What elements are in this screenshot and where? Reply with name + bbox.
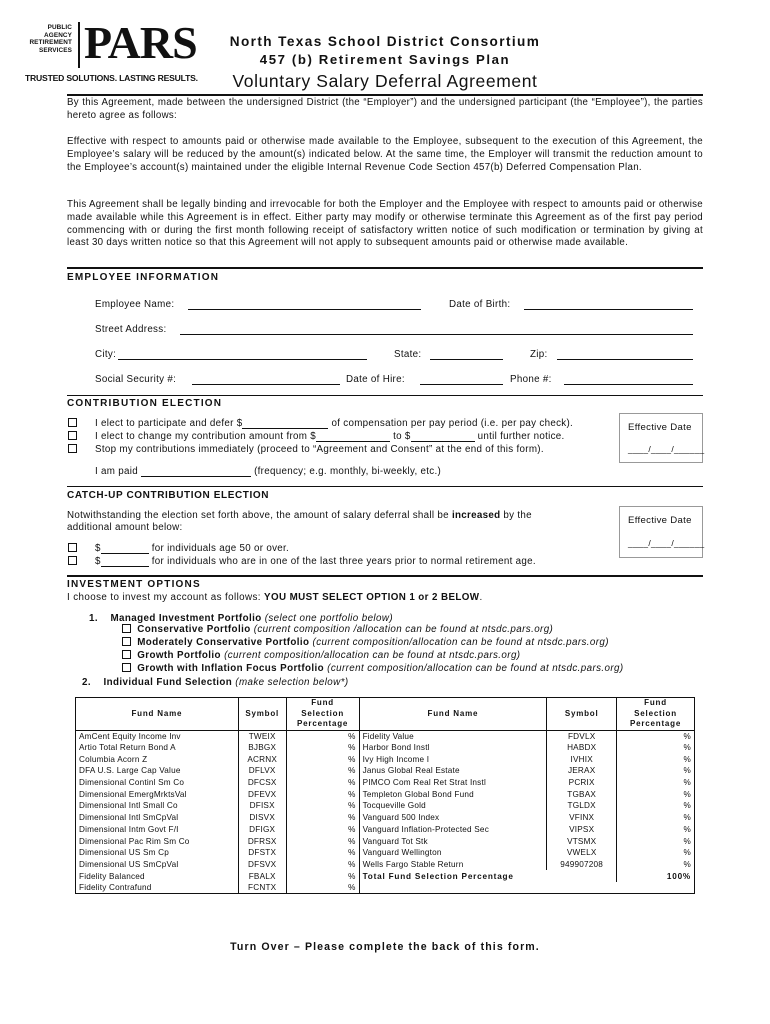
dob-field[interactable] — [524, 299, 693, 310]
total-percentage-label: Total Fund Selection Percentage — [359, 870, 617, 882]
turn-over-note: Turn Over – Please complete the back of this form. — [230, 941, 540, 953]
fund-percentage-cell[interactable]: % — [617, 824, 695, 836]
fund-percentage-cell[interactable]: % — [286, 742, 359, 754]
fund-percentage-cell[interactable]: % — [286, 824, 359, 836]
table-header — [76, 698, 695, 731]
fund-symbol-cell: VIPSX — [547, 824, 617, 836]
fund-percentage-cell[interactable]: % — [286, 777, 359, 789]
fund-percentage-cell[interactable]: % — [617, 847, 695, 859]
intro-paragraph-1: By this Agreement, made between the undersigned District (the “Employer”) and the undersigned participant (the “Employee”), the parties hereto agree as follows: — [67, 97, 703, 121]
fund-symbol-cell: VWELX — [547, 847, 617, 859]
fund-name-cell: Templeton Global Bond Fund — [359, 788, 547, 800]
fund-symbol-cell: DFIGX — [238, 824, 286, 836]
catchup-age50-checkbox[interactable] — [68, 543, 77, 552]
zip-field[interactable] — [557, 349, 693, 360]
fund-percentage-cell[interactable]: % — [286, 730, 359, 742]
table-row — [76, 777, 695, 789]
portfolio-growth-inflation-checkbox[interactable] — [122, 663, 131, 672]
catchup-retirement-amount[interactable] — [101, 556, 149, 567]
employee-info-heading: EMPLOYEE INFORMATION — [67, 272, 220, 283]
portfolio-growth-checkbox[interactable] — [122, 650, 131, 659]
fund-name-cell: Fidelity Value — [359, 730, 547, 742]
effective-date-format: ____/____/______ — [628, 444, 705, 454]
fund-name-cell: PIMCO Com Real Ret Strat Instl — [359, 777, 547, 789]
employee-name-field[interactable] — [188, 299, 421, 310]
fund-percentage-cell[interactable]: % — [286, 788, 359, 800]
table-row — [76, 812, 695, 824]
investment-heading: INVESTMENT OPTIONS — [67, 579, 201, 590]
fund-name-cell: Tocqueville Gold — [359, 800, 547, 812]
table-row — [76, 835, 695, 847]
state-label: State: — [394, 349, 422, 360]
fund-name-cell: Dimensional Intm Govt F/I — [76, 824, 239, 836]
portfolio-moderately-conservative: Moderately Conservative Portfolio (current composition/allocation can be found at ntsdc.pars.org) — [122, 637, 609, 648]
fund-table-body — [76, 730, 695, 894]
fund-name-cell: Dimensional US SmCpVal — [76, 859, 239, 871]
table-row — [76, 730, 695, 742]
option-2-line: 2. Individual Fund Selection (make selection below*) — [82, 677, 349, 688]
fund-percentage-cell[interactable]: % — [286, 882, 359, 894]
fund-symbol-cell: BJBGX — [238, 742, 286, 754]
col-symbol: Symbol — [238, 698, 286, 731]
portfolio-moderate-checkbox[interactable] — [122, 637, 131, 646]
catchup-effective-date-format: ____/____/______ — [628, 538, 705, 548]
fund-symbol-cell: PCRIX — [547, 777, 617, 789]
portfolio-growth-inflation: Growth with Inflation Focus Portfolio (current composition/allocation can be found at ntsdc.pars.org) — [122, 663, 624, 674]
dob-label: Date of Birth: — [449, 299, 511, 310]
change-amount-checkbox[interactable] — [68, 431, 77, 440]
fund-name-cell: Wells Fargo Stable Return — [359, 859, 547, 871]
section-divider — [67, 486, 703, 487]
portfolio-conservative: Conservative Portfolio (current composition /allocation can be found at ntsdc.pars.org) — [122, 624, 553, 635]
change-to-field[interactable] — [411, 431, 475, 442]
section-divider — [67, 575, 703, 577]
phone-field[interactable] — [564, 374, 693, 385]
fund-name-cell: Harbor Bond Instl — [359, 742, 547, 754]
option-1-line: 1. Managed Investment Portfolio (select one portfolio below) — [89, 613, 393, 624]
fund-percentage-cell[interactable]: % — [617, 777, 695, 789]
investment-intro: I choose to invest my account as follows: YOU MUST SELECT OPTION 1 or 2 BELOW. — [67, 592, 483, 603]
plan-title: 457 (b) Retirement Savings Plan — [259, 52, 511, 67]
change-amount-option: I elect to change my contribution amount from $ to $ until further notice. — [95, 431, 565, 442]
fund-percentage-cell[interactable]: % — [617, 742, 695, 754]
fund-name-cell: Fidelity Balanced — [76, 870, 239, 882]
header-divider — [67, 94, 703, 96]
fund-symbol-cell: FBALX — [238, 870, 286, 882]
fund-symbol-cell: DFLVX — [238, 765, 286, 777]
agreement-title: Voluntary Salary Deferral Agreement — [232, 71, 538, 91]
catchup-age50-option: $ for individuals age 50 or over. — [95, 543, 290, 554]
catchup-heading: CATCH-UP CONTRIBUTION ELECTION — [67, 490, 270, 501]
street-field[interactable] — [180, 324, 693, 335]
fund-percentage-cell[interactable]: % — [286, 812, 359, 824]
fund-selection-table — [75, 697, 695, 894]
fund-symbol-cell: 949907208 — [547, 859, 617, 871]
fund-percentage-cell[interactable]: % — [286, 870, 359, 882]
catchup-age50-amount[interactable] — [101, 543, 149, 554]
col-percentage-right: Fund Selection Percentage — [617, 698, 695, 731]
fund-percentage-cell[interactable]: % — [286, 859, 359, 871]
table-row — [76, 753, 695, 765]
fund-percentage-cell[interactable]: % — [617, 765, 695, 777]
fund-symbol-cell: ACRNX — [238, 753, 286, 765]
fund-name-cell: Vanguard Tot Stk — [359, 835, 547, 847]
fund-symbol-cell: IVHIX — [547, 753, 617, 765]
table-row — [76, 765, 695, 777]
city-field[interactable] — [118, 349, 367, 360]
stop-contributions-option: Stop my contributions immediately (proceed to “Agreement and Consent” at the end of this form). — [95, 444, 544, 455]
fund-symbol-cell: FDVLX — [547, 730, 617, 742]
fund-name-cell: Dimensional US Sm Cp — [76, 847, 239, 859]
ssn-label: Social Security #: — [95, 374, 177, 385]
intro-paragraph-3: This Agreement shall be legally binding and irrevocable for both the Employer and the Employee with respect to amounts paid or otherwise made available while this Agreement is in effect. Either party may modify or otherwise terminate this Agreement as of the first pay period commencing with or during the first month following receipt of satisfactory written notice of such modification or termination by giving at least 30 days written notice so that this Agreement will not apply to subsequent amounts paid or otherwise made available. — [67, 199, 703, 249]
defer-amount-field[interactable] — [242, 418, 328, 429]
fund-symbol-cell: DISVX — [238, 812, 286, 824]
zip-label: Zip: — [530, 349, 548, 360]
hire-date-label: Date of Hire: — [346, 374, 405, 385]
table-row — [76, 788, 695, 800]
fund-name-cell: DFA U.S. Large Cap Value — [76, 765, 239, 777]
catchup-retirement-checkbox[interactable] — [68, 556, 77, 565]
fund-percentage-cell[interactable]: % — [286, 753, 359, 765]
table-row — [76, 882, 695, 894]
col-fund-name: Fund Name — [76, 698, 239, 731]
fund-percentage-cell[interactable]: % — [617, 753, 695, 765]
fund-symbol-cell: DFSTX — [238, 847, 286, 859]
catchup-text-2: additional amount below: — [67, 522, 183, 533]
fund-symbol-cell: HABDX — [547, 742, 617, 754]
change-from-field[interactable] — [316, 431, 390, 442]
fund-name-cell: Ivy High Income I — [359, 753, 547, 765]
fund-name-cell: Vanguard 500 Index — [359, 812, 547, 824]
fund-name-cell: Fidelity Contrafund — [76, 882, 239, 894]
participate-option: I elect to participate and defer $ of compensation per pay period (i.e. per pay check). — [95, 418, 574, 429]
portfolio-conservative-checkbox[interactable] — [122, 624, 131, 633]
pars-logo — [22, 17, 198, 84]
phone-label: Phone #: — [510, 374, 552, 385]
section-divider — [67, 267, 703, 269]
logo-small-text: PUBLIC AGENCY RETIREMENT SERVICES — [29, 24, 72, 54]
logo-divider — [78, 22, 80, 68]
fund-symbol-cell: DFRSX — [238, 835, 286, 847]
city-label: City: — [95, 349, 117, 360]
fund-name-cell: Vanguard Wellington — [359, 847, 547, 859]
total-percentage-value: 100% — [617, 870, 695, 882]
fund-percentage-cell[interactable]: % — [617, 800, 695, 812]
fund-symbol-cell: VFINX — [547, 812, 617, 824]
fund-name-cell: Dimensional Intl Small Co — [76, 800, 239, 812]
fund-symbol-cell: TGLDX — [547, 800, 617, 812]
stop-contributions-checkbox[interactable] — [68, 444, 77, 453]
table-row — [76, 859, 695, 871]
table-row — [76, 800, 695, 812]
fund-name-cell: Janus Global Real Estate — [359, 765, 547, 777]
fund-percentage-cell[interactable]: % — [286, 847, 359, 859]
fund-name-cell: Dimensional EmergMrktsVal — [76, 788, 239, 800]
fund-name-cell: Artio Total Return Bond A — [76, 742, 239, 754]
fund-percentage-cell[interactable]: % — [286, 800, 359, 812]
fund-name-cell: Dimensional Continl Sm Co — [76, 777, 239, 789]
col-symbol-right: Symbol — [547, 698, 617, 731]
table-row — [76, 847, 695, 859]
table-row — [76, 824, 695, 836]
logo-wordmark: PARS — [84, 17, 197, 68]
portfolio-growth: Growth Portfolio (current composition/allocation can be found at ntsdc.pars.org) — [122, 650, 520, 661]
fund-symbol-cell: DFISX — [238, 800, 286, 812]
fund-percentage-cell[interactable]: % — [286, 765, 359, 777]
fund-symbol-cell: TWEIX — [238, 730, 286, 742]
effective-date-box[interactable] — [619, 413, 703, 463]
participate-checkbox[interactable] — [68, 418, 77, 427]
fund-symbol-cell: DFEVX — [238, 788, 286, 800]
intro-paragraph-2: Effective with respect to amounts paid or otherwise made available to the Employee, subsequent to the execution of this Agreement, the Employee’s salary will be reduced by the amount(s) indicated below. At the same time, the Employer will transmit the reduction amount to the Employee’s account(s) maintained under the eligible Internal Revenue Code Section 457(b) Deferred Compensation Plan. — [67, 136, 703, 173]
fund-name-cell: Dimensional Intl SmCpVal — [76, 812, 239, 824]
catchup-effective-date-box[interactable] — [619, 506, 703, 558]
logo-tagline: TRUSTED SOLUTIONS. LASTING RESULTS. — [25, 73, 198, 83]
contribution-heading: CONTRIBUTION ELECTION — [67, 398, 223, 409]
fund-percentage-cell[interactable]: % — [617, 835, 695, 847]
street-label: Street Address: — [95, 324, 167, 335]
consortium-title: North Texas School District Consortium — [229, 34, 541, 49]
fund-name-cell: Columbia Acorn Z — [76, 753, 239, 765]
ssn-field[interactable] — [192, 374, 340, 385]
fund-symbol-cell: FCNTX — [238, 882, 286, 894]
fund-symbol-cell: TGBAX — [547, 788, 617, 800]
fund-symbol-cell: DFCSX — [238, 777, 286, 789]
table-row — [76, 742, 695, 754]
catchup-text: Notwithstanding the election set forth above, the amount of salary deferral shall be increased by the — [67, 510, 532, 521]
fund-percentage-cell[interactable]: % — [617, 812, 695, 824]
fund-percentage-cell[interactable]: % — [617, 730, 695, 742]
fund-percentage-cell[interactable]: % — [617, 788, 695, 800]
fund-symbol-cell: VTSMX — [547, 835, 617, 847]
employee-name-label: Employee Name: — [95, 299, 175, 310]
state-field[interactable] — [430, 349, 503, 360]
effective-date-label: Effective Date — [628, 422, 692, 433]
section-divider — [67, 395, 703, 396]
fund-symbol-cell: DFSVX — [238, 859, 286, 871]
fund-symbol-cell: JERAX — [547, 765, 617, 777]
fund-percentage-cell[interactable]: % — [617, 859, 695, 871]
hire-date-field[interactable] — [420, 374, 503, 385]
pay-frequency-line: I am paid (frequency; e.g. monthly, bi-weekly, etc.) — [95, 466, 442, 477]
fund-percentage-cell[interactable]: % — [286, 835, 359, 847]
fund-name-cell: AmCent Equity Income Inv — [76, 730, 239, 742]
col-fund-name-right: Fund Name — [359, 698, 547, 731]
col-percentage: Fund Selection Percentage — [286, 698, 359, 731]
fund-name-cell: Dimensional Pac Rim Sm Co — [76, 835, 239, 847]
catchup-retirement-option: $ for individuals who are in one of the last three years prior to normal retirement age. — [95, 556, 536, 567]
empty-cell — [359, 882, 694, 894]
table-row — [76, 870, 695, 882]
pay-frequency-field[interactable] — [141, 466, 251, 477]
fund-name-cell: Vanguard Inflation-Protected Sec — [359, 824, 547, 836]
catchup-effective-date-label: Effective Date — [628, 515, 692, 526]
